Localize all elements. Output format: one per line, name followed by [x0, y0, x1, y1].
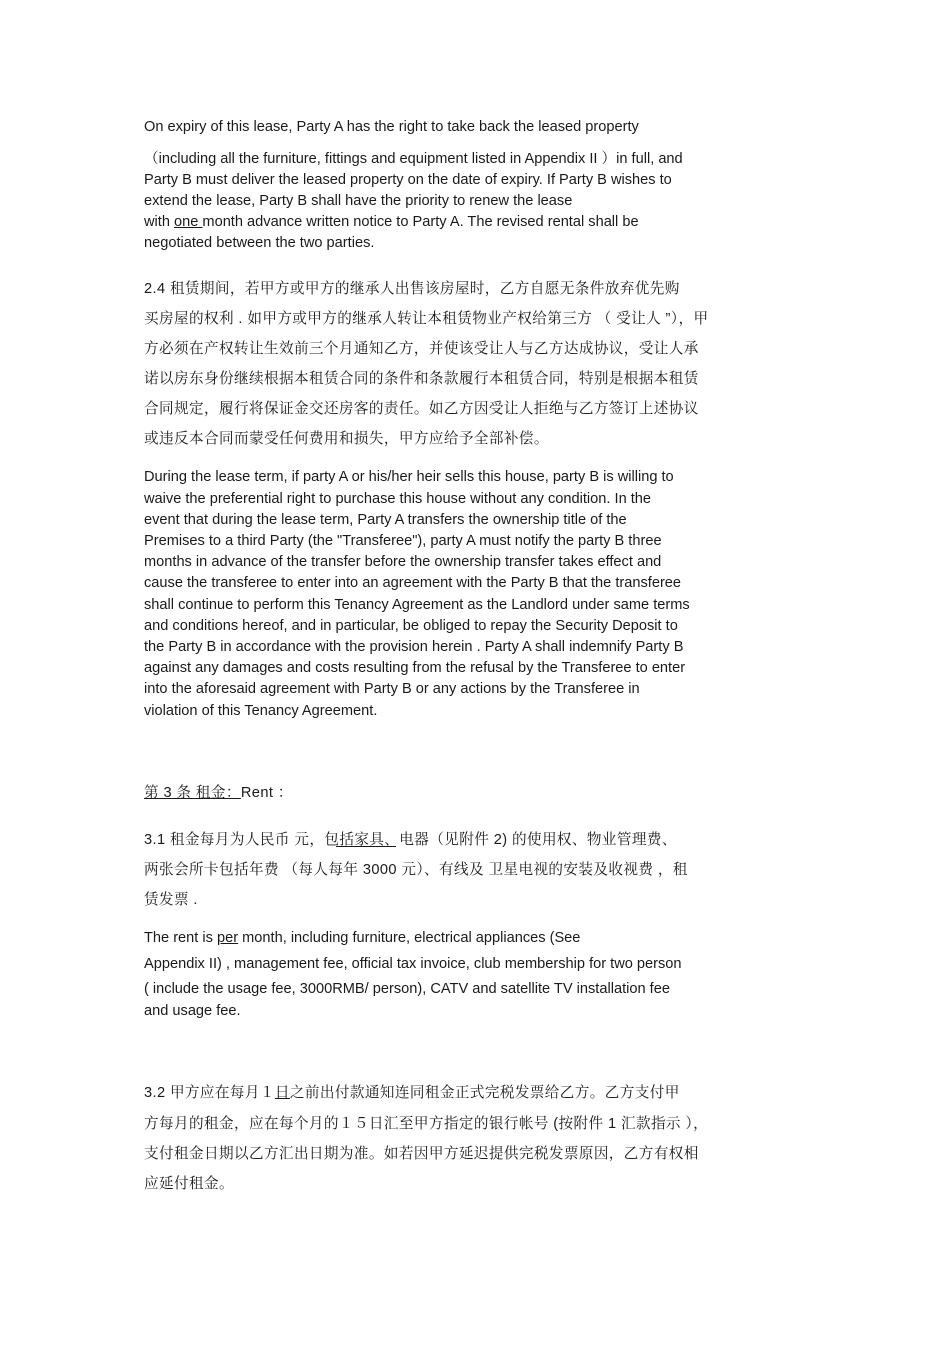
- article-heading: [144, 781, 293, 802]
- text-segment: 3.2 甲方应在每月１: [144, 1085, 275, 1101]
- text-segment: with: [144, 214, 175, 230]
- text-line: [144, 930, 580, 946]
- text-line: negotiated between the two parties.: [144, 235, 375, 251]
- text-line: months in advance of the transfer before the ownership transfer takes effect and: [144, 554, 662, 570]
- text-line: 2.4 租赁期间，若甲方或甲方的继承人出售该房屋时，乙方自愿无条件放弃优先购: [144, 281, 680, 297]
- text-line: 合同规定，履行将保证金交还房客的责任。如乙方因受让人拒绝与乙方签订上述协议: [144, 401, 699, 417]
- text-segment: month advance written notice to Party A. The revised rental shall be: [202, 214, 639, 230]
- text-line: and usage fee.: [144, 1003, 241, 1019]
- text-line: 方必须在产权转让生效前三个月通知乙方，并使该受让人与乙方达成协议，受让人承: [144, 341, 699, 357]
- text-line: event that during the lease term, Party A transfers the ownership title of the: [144, 512, 627, 528]
- text-line: [144, 1081, 680, 1102]
- text-line: [144, 214, 639, 230]
- underlined-day: 日: [274, 1085, 290, 1101]
- text-line: Party B must deliver the leased property on the date of expiry. If Party B wishes to: [144, 172, 672, 188]
- underline-blank: [336, 846, 396, 847]
- text-line: 诺以房东身份继续根据本租赁合同的条件和条款履行本租赁合同，特别是根据本租赁: [144, 371, 699, 387]
- text-line: During the lease term, if party A or his/her heir sells this house, party B is willing to: [144, 469, 674, 485]
- text-line: shall continue to perform this Tenancy Agreement as the Landlord under same terms: [144, 597, 690, 613]
- text-line: 应延付租金。: [144, 1176, 234, 1192]
- text-line: 买房屋的权利 . 如甲方或甲方的继承人转让本租赁物业产权给第三方 （ 受让人 ”），甲: [144, 311, 709, 327]
- text-segment: 之前出付款通知连同租金正式完税发票给乙方。乙方支付甲: [289, 1085, 680, 1101]
- underlined-blank: one: [174, 214, 203, 230]
- text-line: 支付租金日期以乙方汇出日期为准。如若因甲方延迟提供完税发票原因，乙方有权相: [144, 1146, 699, 1162]
- text-line: extend the lease, Party B shall have the priority to renew the lease: [144, 193, 573, 209]
- heading-cn: 第 3 条 租金：: [144, 785, 241, 801]
- text-segment: The rent is: [144, 930, 217, 946]
- text-line: violation of this Tenancy Agreement.: [144, 703, 378, 719]
- text-line: waive the preferential right to purchase this house without any condition. In the: [144, 491, 652, 507]
- text-line: On expiry of this lease, Party A has the right to take back the leased property: [144, 119, 639, 135]
- text-segment: month, including furniture, electrical appliances (See: [238, 930, 581, 946]
- text-line: （including all the furniture, fittings and equipment listed in Appendix II ）in full, and: [144, 151, 683, 167]
- text-line: Appendix II) , management fee, official tax invoice, club membership for two person: [144, 956, 682, 972]
- underlined-blank: per: [217, 930, 239, 946]
- text-line: ( include the usage fee, 3000RMB/ person), CATV and satellite TV installation fee: [144, 981, 670, 997]
- text-line: and conditions hereof, and in particular, be obliged to repay the Security Deposit to: [144, 618, 678, 634]
- text-line: 3.1 租金每月为人民币 元，包括家具、电器（见附件 2) 的使用权、物业管理费、: [144, 832, 677, 848]
- text-line: into the aforesaid agreement with Party B or any actions by the Transferee in: [144, 681, 640, 697]
- text-line: Premises to a third Party (the "Transferee"), party A must notify the party B three: [144, 533, 662, 549]
- heading-en: Rent ：: [240, 785, 293, 801]
- text-line: 或违反本合同而蒙受任何费用和损失，甲方应给予全部补偿。: [144, 431, 549, 447]
- text-line: 两张会所卡包括年费 （每人每年 3000 元）、有线及 卫星电视的安装及收视费 ，租: [144, 862, 688, 878]
- text-line: 方每月的租金，应在每个月的１５日汇至甲方指定的银行帐号 (按附件 1 汇款指示 ），: [144, 1116, 709, 1132]
- text-line: against any damages and costs resulting from the refusal by the Transferee to enter: [144, 660, 686, 676]
- text-line: the Party B in accordance with the provision herein . Party A shall indemnify Party B: [144, 639, 684, 655]
- text-line: 赁发票 .: [144, 892, 198, 908]
- text-line: cause the transferee to enter into an agreement with the Party B that the transferee: [144, 575, 682, 591]
